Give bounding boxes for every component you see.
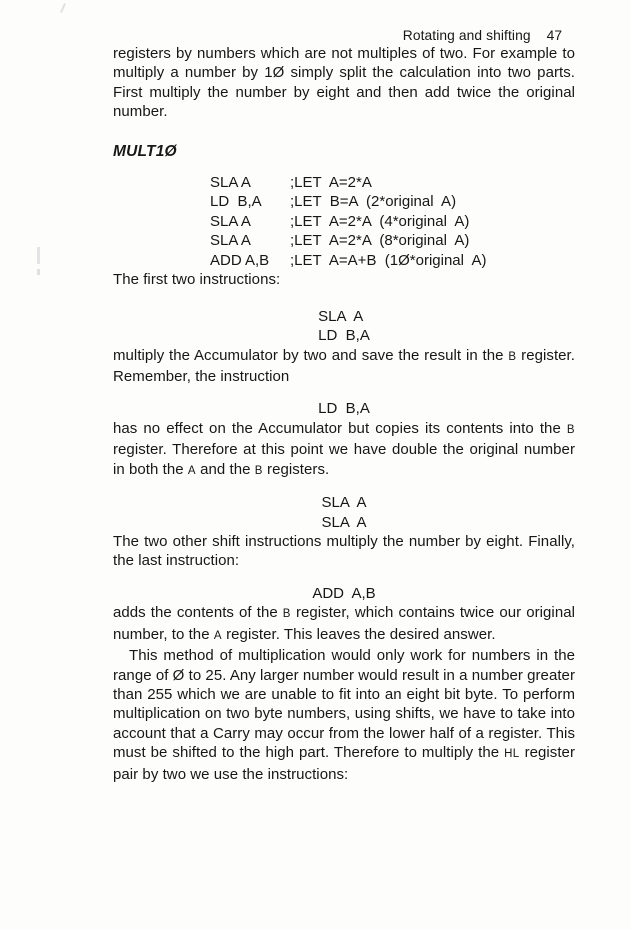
- code-line: [210, 173, 575, 193]
- register-name: A: [213, 629, 222, 642]
- code-line: SLA A: [318, 307, 364, 325]
- register-name: B: [254, 464, 263, 477]
- paragraph-no-effect: [113, 419, 575, 481]
- code-comment: ;LET B=A (2*original A): [290, 193, 457, 211]
- paragraph-two-other: The two other shift instructions multiply the number by eight. Finally, the last instruction:: [113, 533, 575, 570]
- code-instruction: SLA A: [210, 212, 251, 230]
- code-line: [210, 192, 575, 212]
- text-run: register. This leaves the desired answer.: [221, 625, 496, 643]
- paragraph-method: [113, 646, 575, 784]
- register-name: HL: [504, 748, 520, 761]
- page-header: [113, 28, 575, 44]
- code-block-mult10: [210, 173, 575, 271]
- scan-artifact-margin-dot: [37, 269, 40, 275]
- text-run: register. Remember, the instruction: [113, 346, 575, 385]
- text-run: adds the contents of the: [113, 604, 283, 622]
- code-comment: ;LET A=2*A: [290, 173, 372, 191]
- register-name: B: [282, 608, 291, 621]
- routine-heading-mult10: MULT1Ø: [113, 142, 177, 160]
- text-run: register. Therefore at this point we have double the original number in both the: [113, 441, 575, 478]
- code-block-ld: [113, 399, 575, 419]
- register-name: B: [566, 423, 575, 436]
- code-block-sla-ld: [113, 307, 575, 346]
- code-line: SLA A: [321, 494, 367, 512]
- register-name: A: [187, 464, 196, 477]
- code-comment: ;LET A=A+B (1Ø*original A): [290, 251, 487, 269]
- register-name: B: [508, 350, 517, 363]
- code-instruction: SLA A: [210, 232, 251, 250]
- running-title: Rotating and shifting: [402, 28, 531, 43]
- text-run: has no effect on the Accumulator but copies its contents into the: [113, 419, 567, 437]
- code-line: LD B,A: [318, 327, 370, 345]
- code-block-sla-sla: [113, 493, 575, 532]
- code-line: [210, 231, 575, 251]
- paragraph-adds: [113, 603, 575, 646]
- scan-artifact-margin-dash: [37, 247, 40, 264]
- paragraph-intro: registers by numbers which are not multiples of two. For example to multiply a number by 1Ø simply split the calculation into two parts. First multiply the number by eight and then add twice the original number.: [113, 45, 575, 121]
- page-number: 47: [546, 28, 562, 43]
- code-block-add: [113, 584, 575, 604]
- text-run: multiply the Accumulator by two and save the result in the: [113, 346, 509, 364]
- paragraph-multiply: [113, 346, 575, 387]
- text-run: registers.: [262, 460, 330, 478]
- code-comment: ;LET A=2*A (4*original A): [290, 212, 470, 230]
- code-line: LD B,A: [318, 400, 370, 418]
- text-run: register, which contains twice our original number, to the: [113, 604, 575, 643]
- text-run: register pair by two we use the instructions:: [113, 744, 575, 783]
- code-instruction: SLA A: [210, 173, 251, 191]
- code-comment: ;LET A=2*A (8*original A): [290, 232, 470, 250]
- text-run: and the: [195, 460, 255, 478]
- text-run: This method of multiplication would only work for numbers in the range of Ø to 25. Any larger number would result in a number greater than 255 which we are unable to fit into an eight bit byte. To perform multiplication on two byte numbers, using shifts, we have to take into account that a Carry may occur from the lower half of a register. This must be shifted to the high part. Therefore to multiply the: [113, 647, 575, 762]
- code-line: [210, 251, 575, 271]
- paragraph-first-two: The first two instructions:: [113, 271, 281, 289]
- scan-artifact-top-tick: [60, 3, 66, 13]
- code-line: SLA A: [321, 513, 367, 531]
- code-instruction: ADD A,B: [210, 251, 270, 269]
- code-line: ADD A,B: [312, 584, 376, 602]
- code-line: [210, 212, 575, 232]
- code-instruction: LD B,A: [210, 193, 262, 211]
